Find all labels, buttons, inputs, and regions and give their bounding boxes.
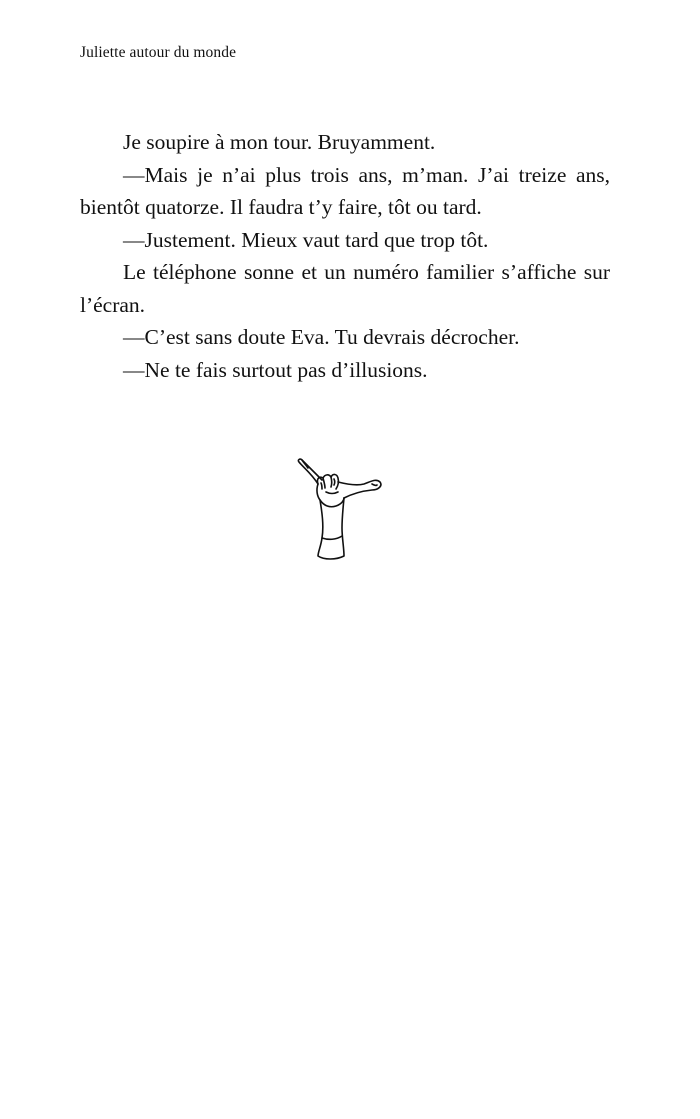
running-title: Juliette autour du monde xyxy=(80,44,237,61)
paragraph: —C’est sans doute Eva. Tu devrais décrocher. xyxy=(123,325,520,349)
paragraph: —Justement. Mieux vaut tard que trop tôt. xyxy=(123,227,489,252)
body-text xyxy=(80,126,610,386)
paragraph: —Ne te fais surtout pas d’illusions. xyxy=(123,357,428,382)
paragraph: —Mais je n’ai plus trois ans, m’man. J’ai treize ans, bientôt quatorze. Il faudra t’y faire, tôt ou tard. xyxy=(80,162,610,219)
paragraph: Je soupire à mon tour. Bruyamment. xyxy=(123,130,436,154)
shaka-hand-icon xyxy=(292,456,387,566)
paragraph: Le téléphone sonne et un numéro familier s’affiche sur l’écran. xyxy=(80,260,610,317)
